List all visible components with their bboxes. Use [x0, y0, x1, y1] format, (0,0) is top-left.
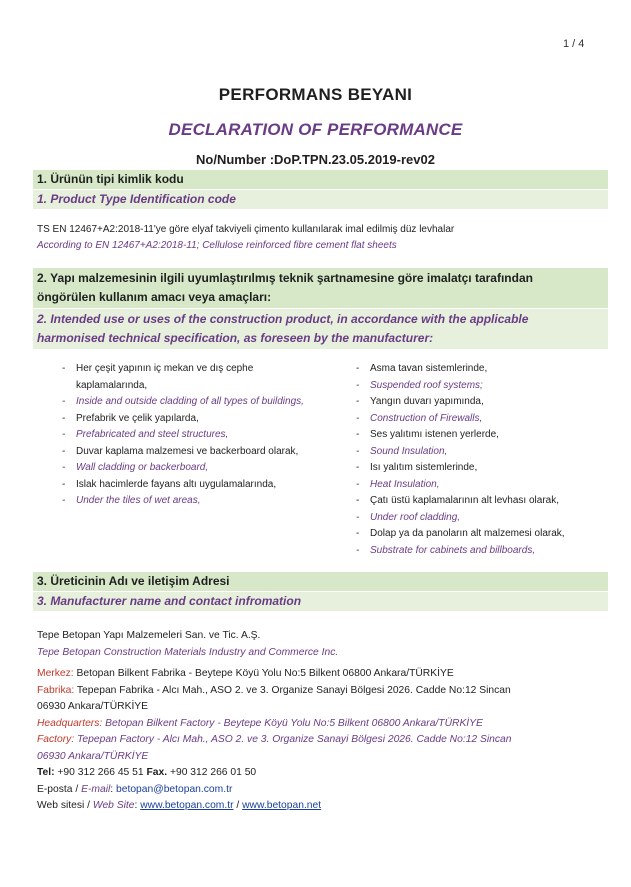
section2-heading-en-line2: harmonised technical specification, as foreseen by the manufacturer: [37, 331, 434, 345]
section1-text-tr: TS EN 12467+A2:2018-11'ye göre elyaf takviyeli çimento kullanılarak imal edilmiş düz levhalar [37, 224, 455, 235]
section1-heading-tr: 1. Ürünün tipi kimlik kodu [33, 170, 608, 189]
list-item: - Suspended roof systems; [356, 378, 610, 395]
fabrika-address-1: Tepepan Fabrika - Alcı Mah., ASO 2. ve 3. Organize Sanayi Bölgesi 2026. Cadde No:12 Sincan [76, 684, 511, 696]
list-item: - Heat Insulation, [356, 477, 610, 494]
phone-line [37, 765, 599, 782]
company-name-en: Tepe Betopan Construction Materials Industry and Commerce Inc. [37, 646, 339, 658]
list-item: - Çatı üstü kaplamalarının alt levhası olarak, [356, 493, 610, 510]
merkez-line [37, 666, 599, 683]
section3-heading-en: 3. Manufacturer name and contact infromation [33, 592, 608, 611]
section1-text-en: According to EN 12467+A2:2018-11; Cellulose reinforced fibre cement flat sheets [37, 240, 397, 251]
list-item: - Wall cladding or backerboard, [62, 460, 316, 477]
web-line: Web sitesi / Web Site: www.betopan.com.tr / www.betopan.net [37, 800, 322, 811]
fabrika-label: Fabrika: [37, 684, 75, 696]
section2-heading-en [33, 309, 608, 349]
list-item: - Under the tiles of wet areas, [62, 493, 316, 510]
list-item: - Sound Insulation, [356, 444, 610, 461]
web-label-tr: Web sitesi / [37, 800, 91, 811]
list-item: - Duvar kaplama malzemesi ve backerboard olarak, [62, 444, 316, 461]
web-label-en: Web Site [92, 800, 135, 811]
list-item: - Yangın duvarı yapımında, [356, 394, 610, 411]
fabrika-address-2: 06930 Ankara/TÜRKİYE [37, 701, 149, 712]
section2-heading-tr [33, 268, 608, 308]
list-item: - Prefabricated and steel structures, [62, 427, 316, 444]
hq-line [37, 716, 599, 733]
uses-list-right [356, 361, 610, 559]
website-link-1[interactable]: www.betopan.com.tr [140, 800, 234, 811]
email-line: E-posta / E-mail: betopan@betopan.com.tr [37, 783, 233, 795]
tel-value: +90 312 266 45 51 [57, 767, 144, 778]
list-item: - Isı yalıtım sistemlerinde, [356, 460, 610, 477]
list-item: - Ses yalıtımı istenen yerlerde, [356, 427, 610, 444]
section2-heading-en-line1: 2. Intended use or uses of the construction product, in accordance with the applicable [37, 312, 529, 326]
list-item: - Islak hacimlerde fayans altı uygulamalarında, [62, 477, 316, 494]
list-item: - Her çeşit yapının iç mekan ve dış cephe kaplamalarında, [62, 361, 316, 394]
list-item: - Inside and outside cladding of all types of buildings, [62, 394, 316, 411]
title-turkish: PERFORMANS BEYANI [218, 85, 413, 104]
hq-address: Betopan Bilkent Factory - Beytepe Köyü Yolu No:5 Bilkent 06800 Ankara/TÜRKİYE [105, 717, 483, 729]
list-item: - Construction of Firewalls, [356, 411, 610, 428]
contact-block [37, 628, 599, 815]
page-number: 1 / 4 [563, 38, 585, 50]
list-item: - Prefabrik ve çelik yapılarda, [62, 411, 316, 428]
section1-heading-en: 1. Product Type Identification code [33, 190, 608, 209]
merkez-address: Betopan Bilkent Fabrika - Beytepe Köyü Yolu No:5 Bilkent 06800 Ankara/TÜRKİYE [76, 668, 454, 679]
fabrika-line [37, 683, 599, 700]
uses-list-left [62, 361, 316, 510]
tel-label: Tel: [37, 767, 55, 778]
factory-address-1: Tepepan Factory - Alcı Mah., ASO 2. ve 3. Organize Sanayi Bölgesi 2026. Cadde No:12 Sincan [77, 734, 512, 745]
section3-heading-tr: 3. Üreticinin Adı ve iletişim Adresi [33, 572, 608, 591]
title-english: DECLARATION OF PERFORMANCE [168, 120, 463, 139]
company-name-tr: Tepe Betopan Yapı Malzemeleri San. ve Tic. A.Ş. [37, 630, 261, 641]
email-label-en: E-mail [81, 783, 111, 795]
list-item: - Substrate for cabinets and billboards, [356, 543, 610, 560]
factory-label: Factory: [37, 734, 75, 745]
merkez-label: Merkez: [37, 668, 74, 679]
factory-line [37, 732, 599, 749]
document-number: No/Number :DoP.TPN.23.05.2019-rev02 [196, 152, 435, 167]
fax-label: Fax. [146, 767, 168, 778]
list-item: - Under roof cladding, [356, 510, 610, 527]
factory-address-2: 06930 Ankara/TÜRKİYE [37, 750, 149, 762]
list-item: - Dolap ya da panoların alt malzemesi olarak, [356, 526, 610, 543]
section2-heading-tr-line2: öngörülen kullanım amacı veya amaçları: [37, 290, 272, 304]
email-link[interactable]: betopan@betopan.com.tr [116, 783, 233, 795]
email-label-tr: E-posta / [37, 783, 79, 795]
section2-heading-tr-line1: 2. Yapı malzemesinin ilgili uyumlaştırılmış teknik şartnamesine göre imalatçı tarafından [37, 271, 533, 285]
hq-label: Headquarters: [37, 717, 103, 729]
website-link-2[interactable]: www.betopan.net [242, 800, 322, 811]
list-item: - Asma tavan sistemlerinde, [356, 361, 610, 378]
fax-value: +90 312 266 01 50 [169, 767, 257, 778]
